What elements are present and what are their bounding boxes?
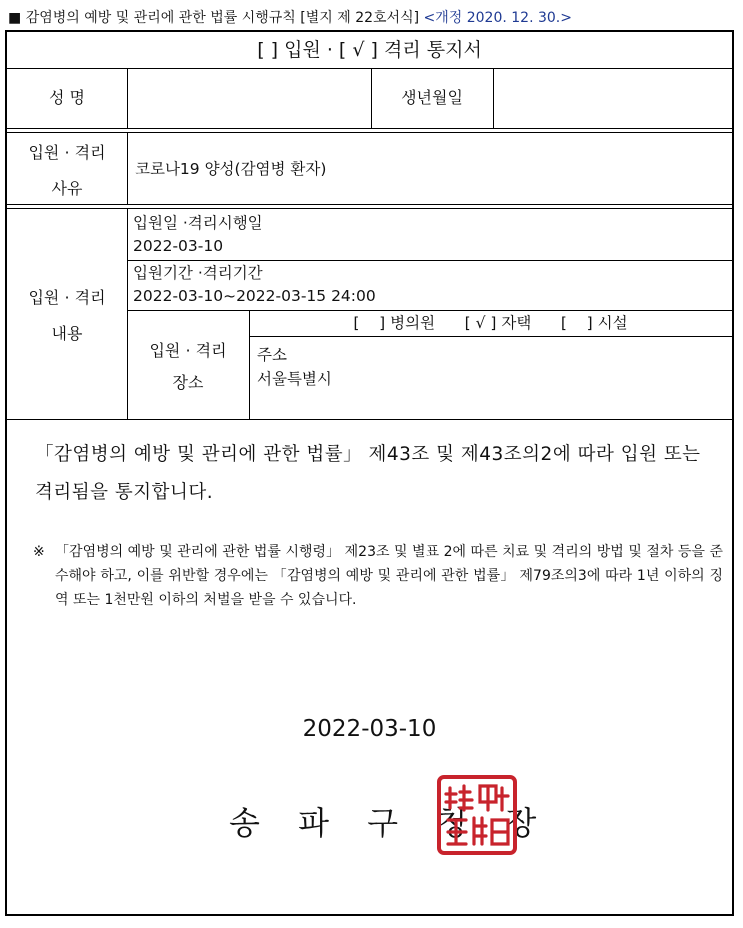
- divider: [127, 310, 732, 311]
- divider: [7, 208, 732, 209]
- seal-glyphs: [446, 786, 508, 844]
- form-title: [ ] 입원 · [ √ ] 격리 통지서: [257, 39, 482, 61]
- name-label: 성 명: [49, 88, 85, 107]
- birth-label: 생년월일: [401, 88, 463, 107]
- revision-date: <개정 2020. 12. 30.>: [423, 10, 572, 26]
- address-label: 주소: [257, 346, 287, 364]
- start-label: 입원일 ·격리시행일: [133, 214, 263, 232]
- divider: [7, 419, 732, 420]
- law-title: 감염병의 예방 및 관리에 관한 법률 시행규칙 [별지 제 22호서식]: [25, 10, 420, 26]
- divider: [7, 132, 732, 133]
- period-label: 입원기간 ·격리기간: [133, 264, 263, 282]
- place-options: [ ] 병의원 [ √ ] 자택 [ ] 시설: [353, 314, 628, 332]
- divider: [127, 132, 128, 204]
- content-label-line2: 내용: [51, 324, 83, 343]
- divider: [249, 336, 732, 337]
- square-marker: ■: [8, 10, 22, 26]
- issue-date: 2022-03-10: [302, 716, 437, 742]
- note-mark: ※: [33, 544, 45, 560]
- divider: [7, 204, 732, 205]
- notice-main-text: 「감염병의 예방 및 관리에 관한 법률」 제43조 및 제43조의2에 따라 입원 또는 격리됨을 통지합니다.: [35, 444, 701, 503]
- notice-form: [5, 30, 734, 916]
- content-label-line1: 입원 · 격리: [28, 288, 106, 307]
- divider: [127, 68, 128, 128]
- divider: [7, 68, 732, 69]
- reason-label-line2: 사유: [51, 179, 83, 198]
- period-value: 2022-03-10~2022-03-15 24:00: [133, 287, 376, 305]
- divider: [127, 260, 732, 261]
- issuer-name: 송 파 구 청 장: [229, 804, 551, 842]
- place-label-line2: 장소: [172, 373, 204, 392]
- divider: [7, 128, 732, 129]
- place-label-line1: 입원 · 격리: [149, 341, 227, 360]
- note-text: 「감염병의 예방 및 관리에 관한 법률 시행령」 제23조 및 별표 2에 따른 치료 및 격리의 방법 및 절차 등을 준수해야 하고, 이를 위반할 경우에는 「감염병의 예방 및 관리에 관한 법률」 제79조의3에 따라 1년 이하의 징역 또는 1천만원 이하의 처벌을 받을 수 있습니다.: [55, 544, 723, 608]
- reason-label-line1: 입원 · 격리: [28, 143, 106, 162]
- start-value: 2022-03-10: [133, 237, 224, 255]
- divider: [493, 68, 494, 128]
- reason-value: 코로나19 양성(감염병 환자): [135, 160, 327, 178]
- form-header: [8, 7, 572, 27]
- official-seal-icon: [436, 774, 518, 856]
- notice-footnote: [33, 540, 723, 612]
- address-value: 서울특별시: [257, 370, 332, 388]
